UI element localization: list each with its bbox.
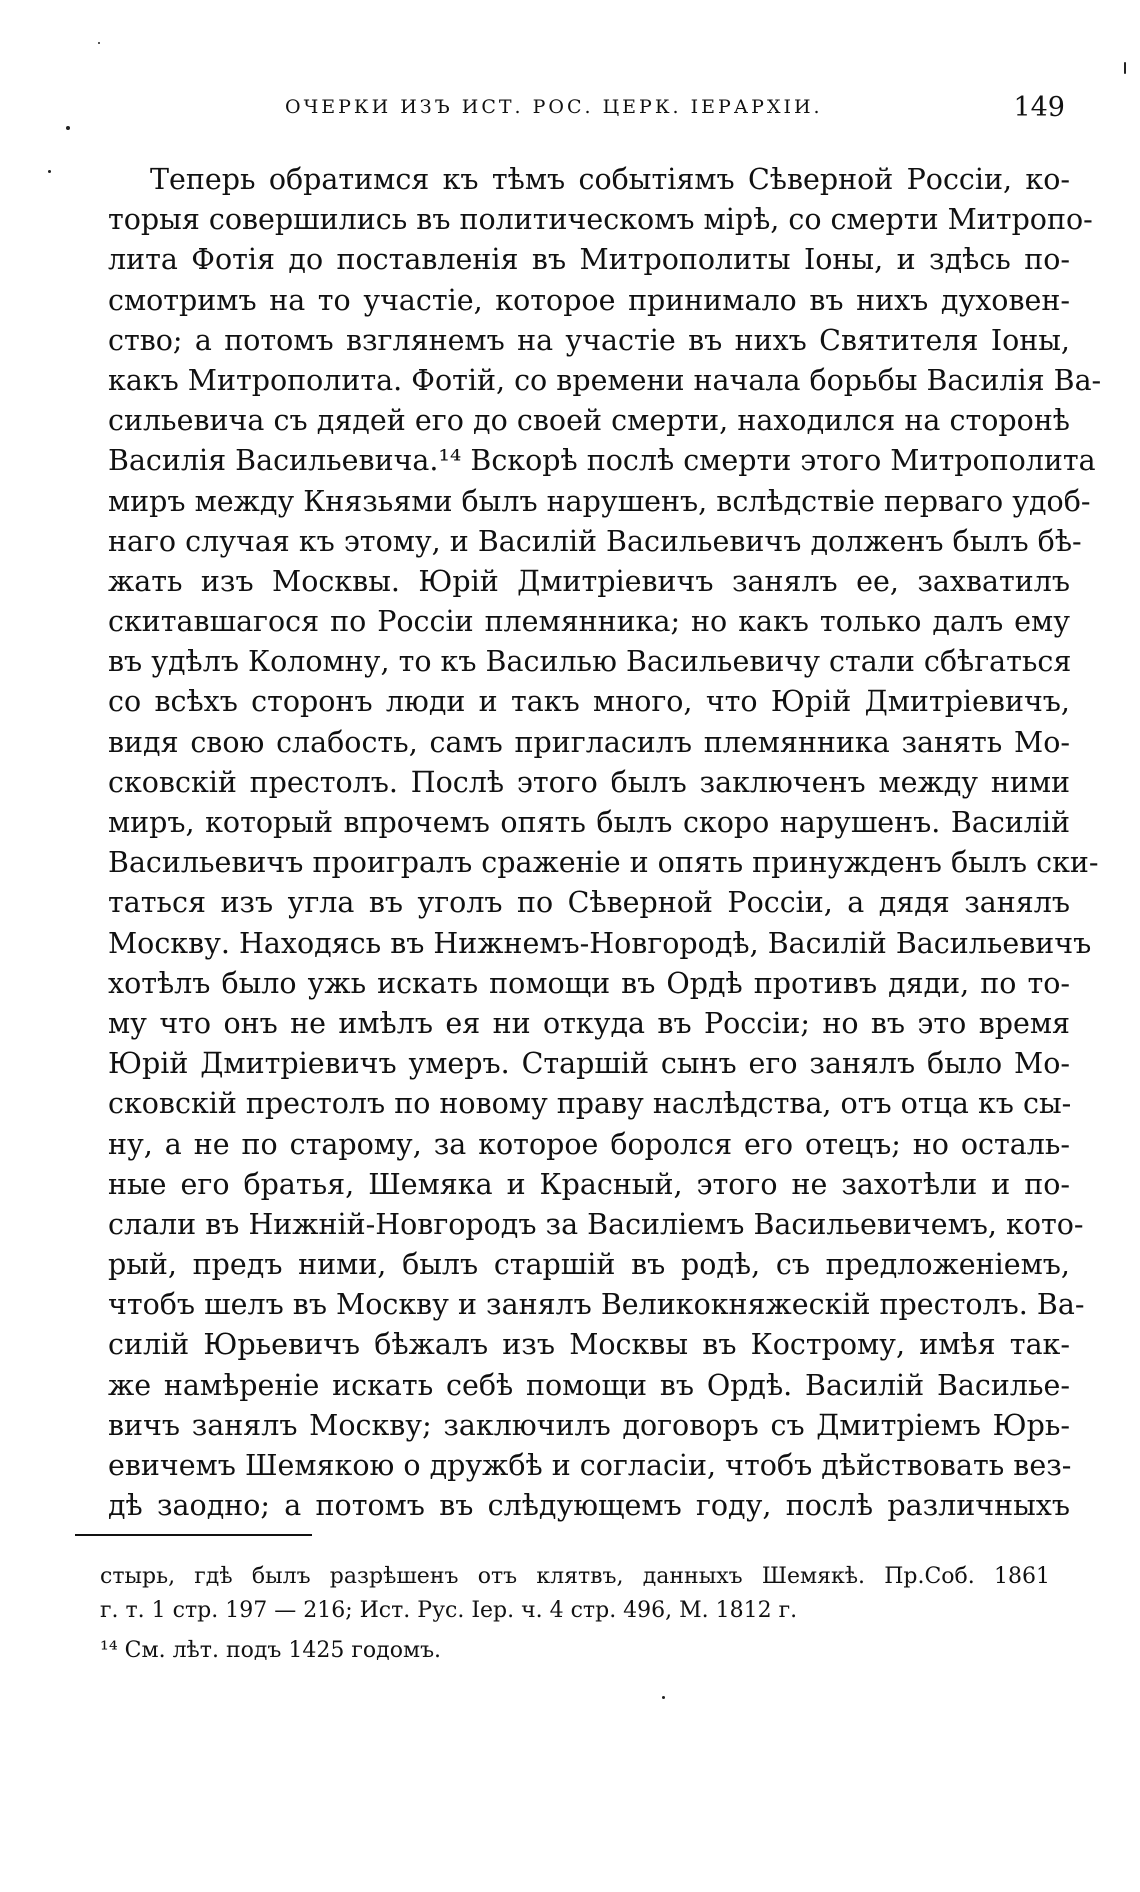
text-line: смотримъ на то участіе, которое принимало въ нихъ духовен- [108, 283, 1070, 317]
scan-speck [1124, 62, 1126, 74]
body-text [108, 160, 1102, 1526]
footnotes [100, 1560, 1050, 1668]
text-line: торыя совершились въ политическомъ мірѣ, со смерти Митропо- [108, 203, 1093, 237]
text-line: ные его братья, Шемяка и Красный, этого не захотѣли и по- [108, 1167, 1070, 1201]
text-line: миръ между Князьями былъ нарушенъ, вслѣдствіе перваго удоб- [108, 484, 1091, 518]
page-number: 149 [1013, 92, 1065, 123]
text-line: Васильевичъ проигралъ сраженіе и опять принужденъ былъ ски- [108, 846, 1099, 880]
text-line: скитавшагося по Россіи племянника; но какъ только далъ ему [108, 605, 1070, 639]
text-line: дѣ заодно; а потомъ въ слѣдующемъ году, послѣ различныхъ [108, 1489, 1070, 1523]
footnote-continuation: стырь, гдѣ былъ разрѣшенъ отъ клятвъ, данныхъ Шемякѣ. Пр.Соб. 1861 [100, 1564, 1050, 1589]
text-line: евичемъ Шемякою о дружбѣ и согласіи, чтобъ дѣйствовать вез- [108, 1449, 1072, 1482]
text-line: видя свою слабость, самъ пригласилъ племянника занять Мо- [108, 725, 1070, 759]
text-line: же намѣреніе искать себѣ помощи въ Ордѣ. Василій Василье- [108, 1368, 1070, 1402]
text-line: хотѣлъ было ужь искать помощи въ Ордѣ противъ дяди, по то- [108, 966, 1070, 1000]
text-line: со всѣхъ сторонъ люди и такъ много, что Юрій Дмитріевичъ, [108, 685, 1070, 719]
text-line: сковскій престолъ по новому праву наслѣдства, отъ отца къ сы- [108, 1087, 1072, 1121]
text-line: силій Юрьевичъ бѣжалъ изъ Москвы въ Кострому, имѣя так- [108, 1328, 1070, 1362]
text-line: ну, а не по старому, за которое боролся его отецъ; но осталь- [108, 1127, 1070, 1161]
text-line: ство; а потомъ взглянемъ на участіе въ нихъ Святителя Іоны, [108, 323, 1070, 357]
footnote-14: ¹⁴ См. лѣт. подъ 1425 годомъ. [100, 1638, 442, 1663]
scan-speck [66, 126, 70, 130]
scan-speck [48, 170, 51, 173]
text-line: какъ Митрополита. Фотій, со времени начала борьбы Василія Ва- [108, 363, 1102, 397]
scan-speck [98, 42, 100, 44]
text-line: Москву. Находясь въ Нижнемъ-Новгородѣ, Василій Васильевичъ [108, 926, 1092, 960]
text-line: чтобъ шелъ въ Москву и занялъ Великокняжескій престолъ. Ва- [108, 1288, 1085, 1322]
footnote-rule [75, 1534, 312, 1536]
text-line: таться изъ угла въ уголъ по Сѣверной Россіи, а дядя занялъ [108, 886, 1070, 920]
text-line: Теперь обратимся къ тѣмъ событіямъ Сѣверной Россіи, ко- [150, 163, 1070, 196]
running-title: ОЧЕРКИ ИЗЪ ИСТ. РОС. ЦЕРК. ІЕРАРХІИ. [285, 96, 823, 118]
text-line: лита Фотія до поставленія въ Митрополиты Іоны, и здѣсь по- [108, 243, 1070, 277]
text-line: сильевича съ дядей его до своей смерти, находился на сторонѣ [108, 404, 1070, 438]
text-line: наго случая къ этому, и Василій Васильевичъ долженъ былъ бѣ- [108, 524, 1082, 558]
text-line: му что онъ не имѣлъ ея ни откуда въ Россіи; но въ это время [108, 1006, 1070, 1040]
text-line: рый, предъ ними, былъ старшій въ родѣ, съ предложеніемъ, [108, 1248, 1070, 1282]
page-header [285, 92, 1065, 132]
text-line: въ удѣлъ Коломну, то къ Василью Васильевичу стали сбѣгаться [108, 645, 1072, 679]
text-line: вичъ занялъ Москву; заключилъ договоръ съ Дмитріемъ Юрь- [108, 1408, 1070, 1442]
footnote-continuation: г. т. 1 стр. 197 — 216; Ист. Рус. Іер. ч. 4 стр. 496, М. 1812 г. [100, 1598, 798, 1623]
scan-speck [662, 1696, 665, 1699]
text-line: миръ, который впрочемъ опять былъ скоро нарушенъ. Василій [108, 806, 1070, 839]
text-line: Юрій Дмитріевичъ умеръ. Старшій сынъ его занялъ было Мо- [108, 1047, 1070, 1081]
text-line: сковскій престолъ. Послѣ этого былъ заключенъ между ними [108, 765, 1070, 799]
text-line: слали въ Нижній-Новгородъ за Василіемъ Васильевичемъ, кото- [108, 1207, 1084, 1241]
text-line: жать изъ Москвы. Юрій Дмитріевичъ занялъ ее, захватилъ [108, 564, 1070, 598]
text-line: Василія Васильевича.¹⁴ Вскорѣ послѣ смерти этого Митрополита [108, 444, 1096, 478]
